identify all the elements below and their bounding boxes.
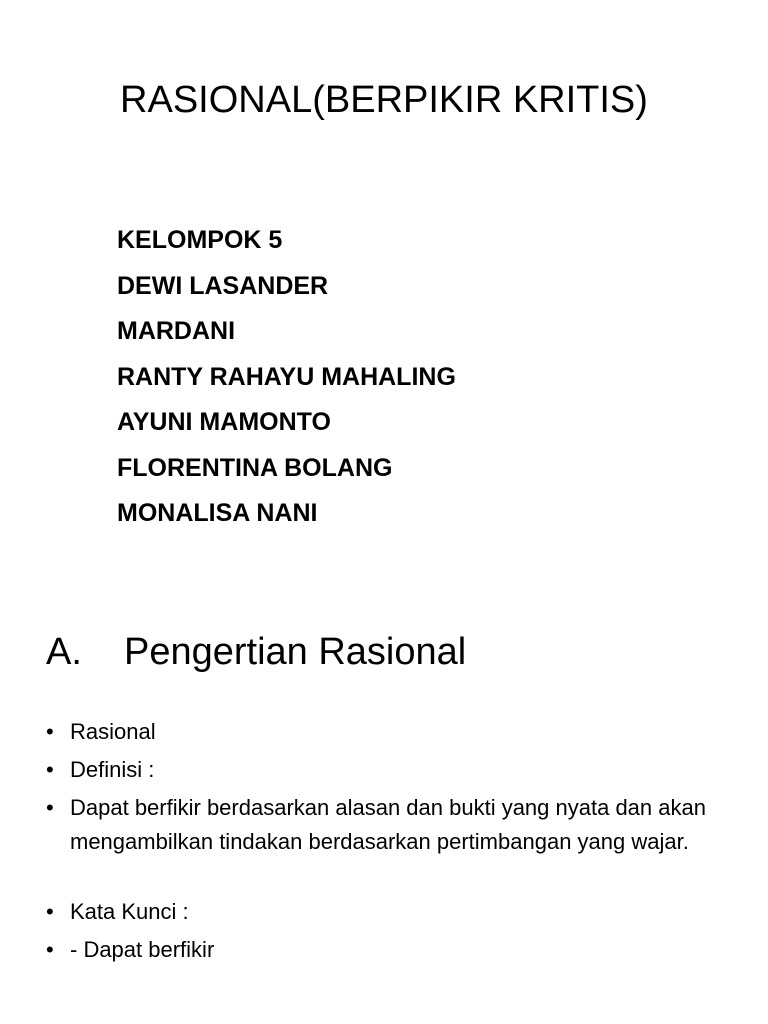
member-name: MARDANI xyxy=(117,317,236,345)
bullet-icon: • xyxy=(46,757,54,782)
slide-title-text: RASIONAL(BERPIKIR KRITIS) xyxy=(120,79,648,121)
list-item xyxy=(46,933,726,967)
list-item-text: Dapat berfikir berdasarkan alasan dan bukti yang nyata dan akan mengambilkan tindakan berdasarkan pertimbangan yang wajar. xyxy=(70,795,706,854)
list-item-text: Definisi : xyxy=(70,757,155,782)
member-name: RANTY RAHAYU MAHALING xyxy=(117,362,456,391)
bullet-icon: • xyxy=(46,937,54,962)
list-item-text: Kata Kunci : xyxy=(70,899,189,924)
bullet-icon: • xyxy=(46,795,54,820)
list-item-text: Rasional xyxy=(70,719,156,744)
section-marker: A. xyxy=(46,631,82,673)
list-item xyxy=(46,753,726,787)
member-name: FLORENTINA BOLANG xyxy=(117,453,393,482)
bullet-icon: • xyxy=(46,899,54,924)
bullet-icon: • xyxy=(46,719,54,744)
section-heading-text: Pengertian Rasional xyxy=(124,631,467,673)
list-item xyxy=(46,895,726,929)
bullet-list xyxy=(46,715,726,971)
group-label: KELOMPOK 5 xyxy=(117,226,283,254)
member-name: DEWI LASANDER xyxy=(117,271,329,300)
section-heading xyxy=(46,626,466,678)
slide-definition xyxy=(0,580,768,1024)
list-item xyxy=(46,715,726,749)
list-item-text: - Dapat berfikir xyxy=(70,937,215,962)
member-name: AYUNI MAMONTO xyxy=(117,408,331,436)
member-name: MONALISA NANI xyxy=(117,499,318,527)
list-item xyxy=(46,791,726,859)
group-member-list xyxy=(117,218,456,537)
